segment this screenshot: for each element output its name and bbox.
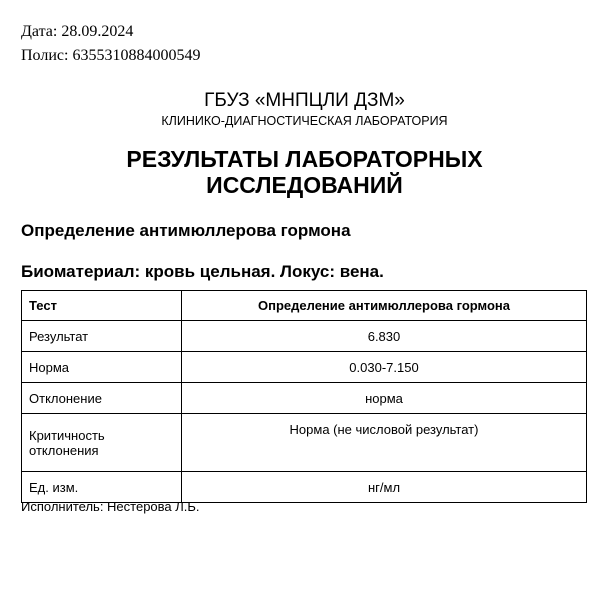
deviation-label: Отклонение (22, 383, 182, 414)
units-value: нг/мл (182, 472, 587, 503)
policy-number: Полис: 6355310884000549 (21, 47, 201, 64)
department-name: КЛИНИКО-ДИАГНОСТИЧЕСКАЯ ЛАБОРАТОРИЯ (161, 114, 448, 128)
test-name-heading: Определение антимюллерова гормона (21, 221, 351, 240)
table-row-result (22, 321, 587, 352)
report-date: Дата: 28.09.2024 (21, 23, 134, 40)
table-row-criticality (22, 414, 587, 472)
document-title-line-2: ИССЛЕДОВАНИЙ (206, 172, 403, 198)
biomaterial-heading: Биоматериал: кровь цельная. Локус: вена. (21, 262, 384, 281)
criticality-value: Норма (не числовой результат) (182, 414, 587, 472)
table-row-deviation (22, 383, 587, 414)
norm-value: 0.030-7.150 (182, 352, 587, 383)
results-table (21, 290, 587, 503)
document-title-line-1: РЕЗУЛЬТАТЫ ЛАБОРАТОРНЫХ (126, 146, 483, 172)
result-value: 6.830 (182, 321, 587, 352)
deviation-value: норма (182, 383, 587, 414)
criticality-label: Критичность отклонения (22, 414, 182, 472)
table-row-norm (22, 352, 587, 383)
organization-name: ГБУЗ «МНПЦЛИ ДЗМ» (204, 90, 405, 111)
header-test-value: Определение антимюллерова гормона (182, 291, 587, 321)
executor-name: Исполнитель: Нестерова Л.Б. (21, 499, 200, 514)
header-test-label: Тест (22, 291, 182, 321)
units-label: Ед. изм. (22, 472, 182, 503)
table-header-row (22, 291, 587, 321)
norm-label: Норма (22, 352, 182, 383)
result-label: Результат (22, 321, 182, 352)
document-title (0, 146, 609, 198)
